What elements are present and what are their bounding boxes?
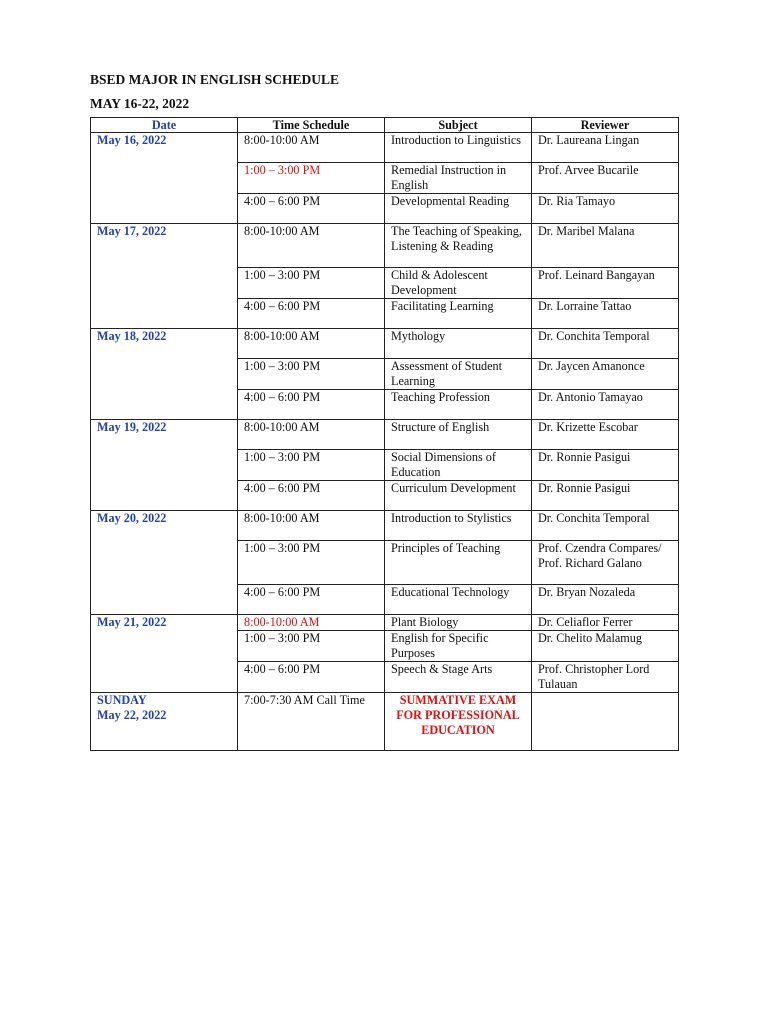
time-cell: 1:00 – 3:00 PM	[238, 631, 385, 662]
subject-cell: Structure of English	[385, 420, 532, 450]
time-cell: 8:00-10:00 AM	[238, 133, 385, 163]
reviewer-cell: Dr. Jaycen Amanonce	[532, 359, 679, 390]
reviewer-cell: Dr. Celiaflor Ferrer	[532, 615, 679, 631]
subject-cell: Introduction to Stylistics	[385, 511, 532, 541]
document-title: BSED MAJOR IN ENGLISH SCHEDULE	[90, 72, 340, 87]
date-cell	[91, 615, 238, 693]
time-cell: 4:00 – 6:00 PM	[238, 194, 385, 224]
subject-cell: Child & Adolescent Development	[385, 268, 532, 299]
reviewer-cell: Prof. Christopher Lord Tulauan	[532, 662, 679, 693]
reviewer-cell: Prof. Arvee Bucarile	[532, 163, 679, 194]
header-time: Time Schedule	[238, 118, 385, 133]
table-row	[91, 133, 679, 163]
time-cell: 8:00-10:00 AM	[238, 615, 385, 631]
time-cell: 8:00-10:00 AM	[238, 329, 385, 359]
time-cell: 4:00 – 6:00 PM	[238, 390, 385, 420]
date-line: May 21, 2022	[97, 615, 167, 629]
reviewer-cell: Prof. Leinard Bangayan	[532, 268, 679, 299]
time-cell: 1:00 – 3:00 PM	[238, 163, 385, 194]
date-cell	[91, 133, 238, 224]
reviewer-cell: Dr. Ria Tamayo	[532, 194, 679, 224]
time-cell: 7:00-7:30 AM Call Time	[238, 693, 385, 751]
reviewer-cell: Dr. Lorraine Tattao	[532, 299, 679, 329]
reviewer-cell: Dr. Chelito Malamug	[532, 631, 679, 662]
date-line: SUNDAY	[97, 693, 147, 707]
reviewer-cell: Prof. Czendra Compares/ Prof. Richard Galano	[532, 541, 679, 585]
subject-cell: Social Dimensions of Education	[385, 450, 532, 481]
header-date: Date	[91, 118, 238, 133]
time-cell: 4:00 – 6:00 PM	[238, 299, 385, 329]
header-reviewer: Reviewer	[532, 118, 679, 133]
subject-cell: Introduction to Linguistics	[385, 133, 532, 163]
time-cell: 4:00 – 6:00 PM	[238, 585, 385, 615]
date-cell	[91, 693, 238, 751]
date-cell	[91, 420, 238, 511]
subject-cell: Principles of Teaching	[385, 541, 532, 585]
table-row	[91, 420, 679, 450]
time-cell: 8:00-10:00 AM	[238, 224, 385, 268]
table-row	[91, 224, 679, 268]
reviewer-cell: Dr. Conchita Temporal	[532, 511, 679, 541]
date-cell	[91, 224, 238, 329]
date-cell	[91, 329, 238, 420]
subject-cell: Developmental Reading	[385, 194, 532, 224]
date-cell	[91, 511, 238, 615]
subject-cell: Curriculum Development	[385, 481, 532, 511]
reviewer-cell	[532, 693, 679, 751]
subject-cell: The Teaching of Speaking, Listening & Reading	[385, 224, 532, 268]
reviewer-cell: Dr. Bryan Nozaleda	[532, 585, 679, 615]
time-cell: 4:00 – 6:00 PM	[238, 662, 385, 693]
table-row	[91, 329, 679, 359]
subject-cell: English for Specific Purposes	[385, 631, 532, 662]
schedule-table	[90, 117, 679, 751]
date-line: May 20, 2022	[97, 511, 167, 525]
header-subject: Subject	[385, 118, 532, 133]
subject-cell: Facilitating Learning	[385, 299, 532, 329]
subject-cell: SUMMATIVE EXAM FOR PROFESSIONAL EDUCATION	[385, 693, 532, 751]
date-line: May 17, 2022	[97, 224, 167, 238]
subject-cell: Teaching Profession	[385, 390, 532, 420]
date-line: May 22, 2022	[97, 708, 167, 722]
date-line: May 16, 2022	[97, 133, 167, 147]
document	[90, 70, 678, 737]
reviewer-cell: Dr. Krizette Escobar	[532, 420, 679, 450]
time-cell: 8:00-10:00 AM	[238, 420, 385, 450]
time-cell: 1:00 – 3:00 PM	[238, 541, 385, 585]
subject-cell: Mythology	[385, 329, 532, 359]
document-subtitle: MAY 16-22, 2022	[90, 96, 190, 111]
time-cell: 1:00 – 3:00 PM	[238, 450, 385, 481]
time-cell: 1:00 – 3:00 PM	[238, 268, 385, 299]
header-row	[91, 118, 679, 133]
table-row	[91, 511, 679, 541]
reviewer-cell: Dr. Conchita Temporal	[532, 329, 679, 359]
reviewer-cell: Dr. Ronnie Pasigui	[532, 481, 679, 511]
table-row	[91, 615, 679, 631]
subject-cell: Plant Biology	[385, 615, 532, 631]
date-line: May 18, 2022	[97, 329, 167, 343]
reviewer-cell: Dr. Laureana Lingan	[532, 133, 679, 163]
date-line: May 19, 2022	[97, 420, 167, 434]
reviewer-cell: Dr. Ronnie Pasigui	[532, 450, 679, 481]
time-cell: 4:00 – 6:00 PM	[238, 481, 385, 511]
schedule-body	[91, 133, 679, 751]
reviewer-cell: Dr. Maribel Malana	[532, 224, 679, 268]
subject-cell: Remedial Instruction in English	[385, 163, 532, 194]
subject-cell: Assessment of Student Learning	[385, 359, 532, 390]
time-cell: 1:00 – 3:00 PM	[238, 359, 385, 390]
table-row	[91, 693, 679, 751]
reviewer-cell: Dr. Antonio Tamayao	[532, 390, 679, 420]
time-cell: 8:00-10:00 AM	[238, 511, 385, 541]
subject-cell: Speech & Stage Arts	[385, 662, 532, 693]
subject-cell: Educational Technology	[385, 585, 532, 615]
